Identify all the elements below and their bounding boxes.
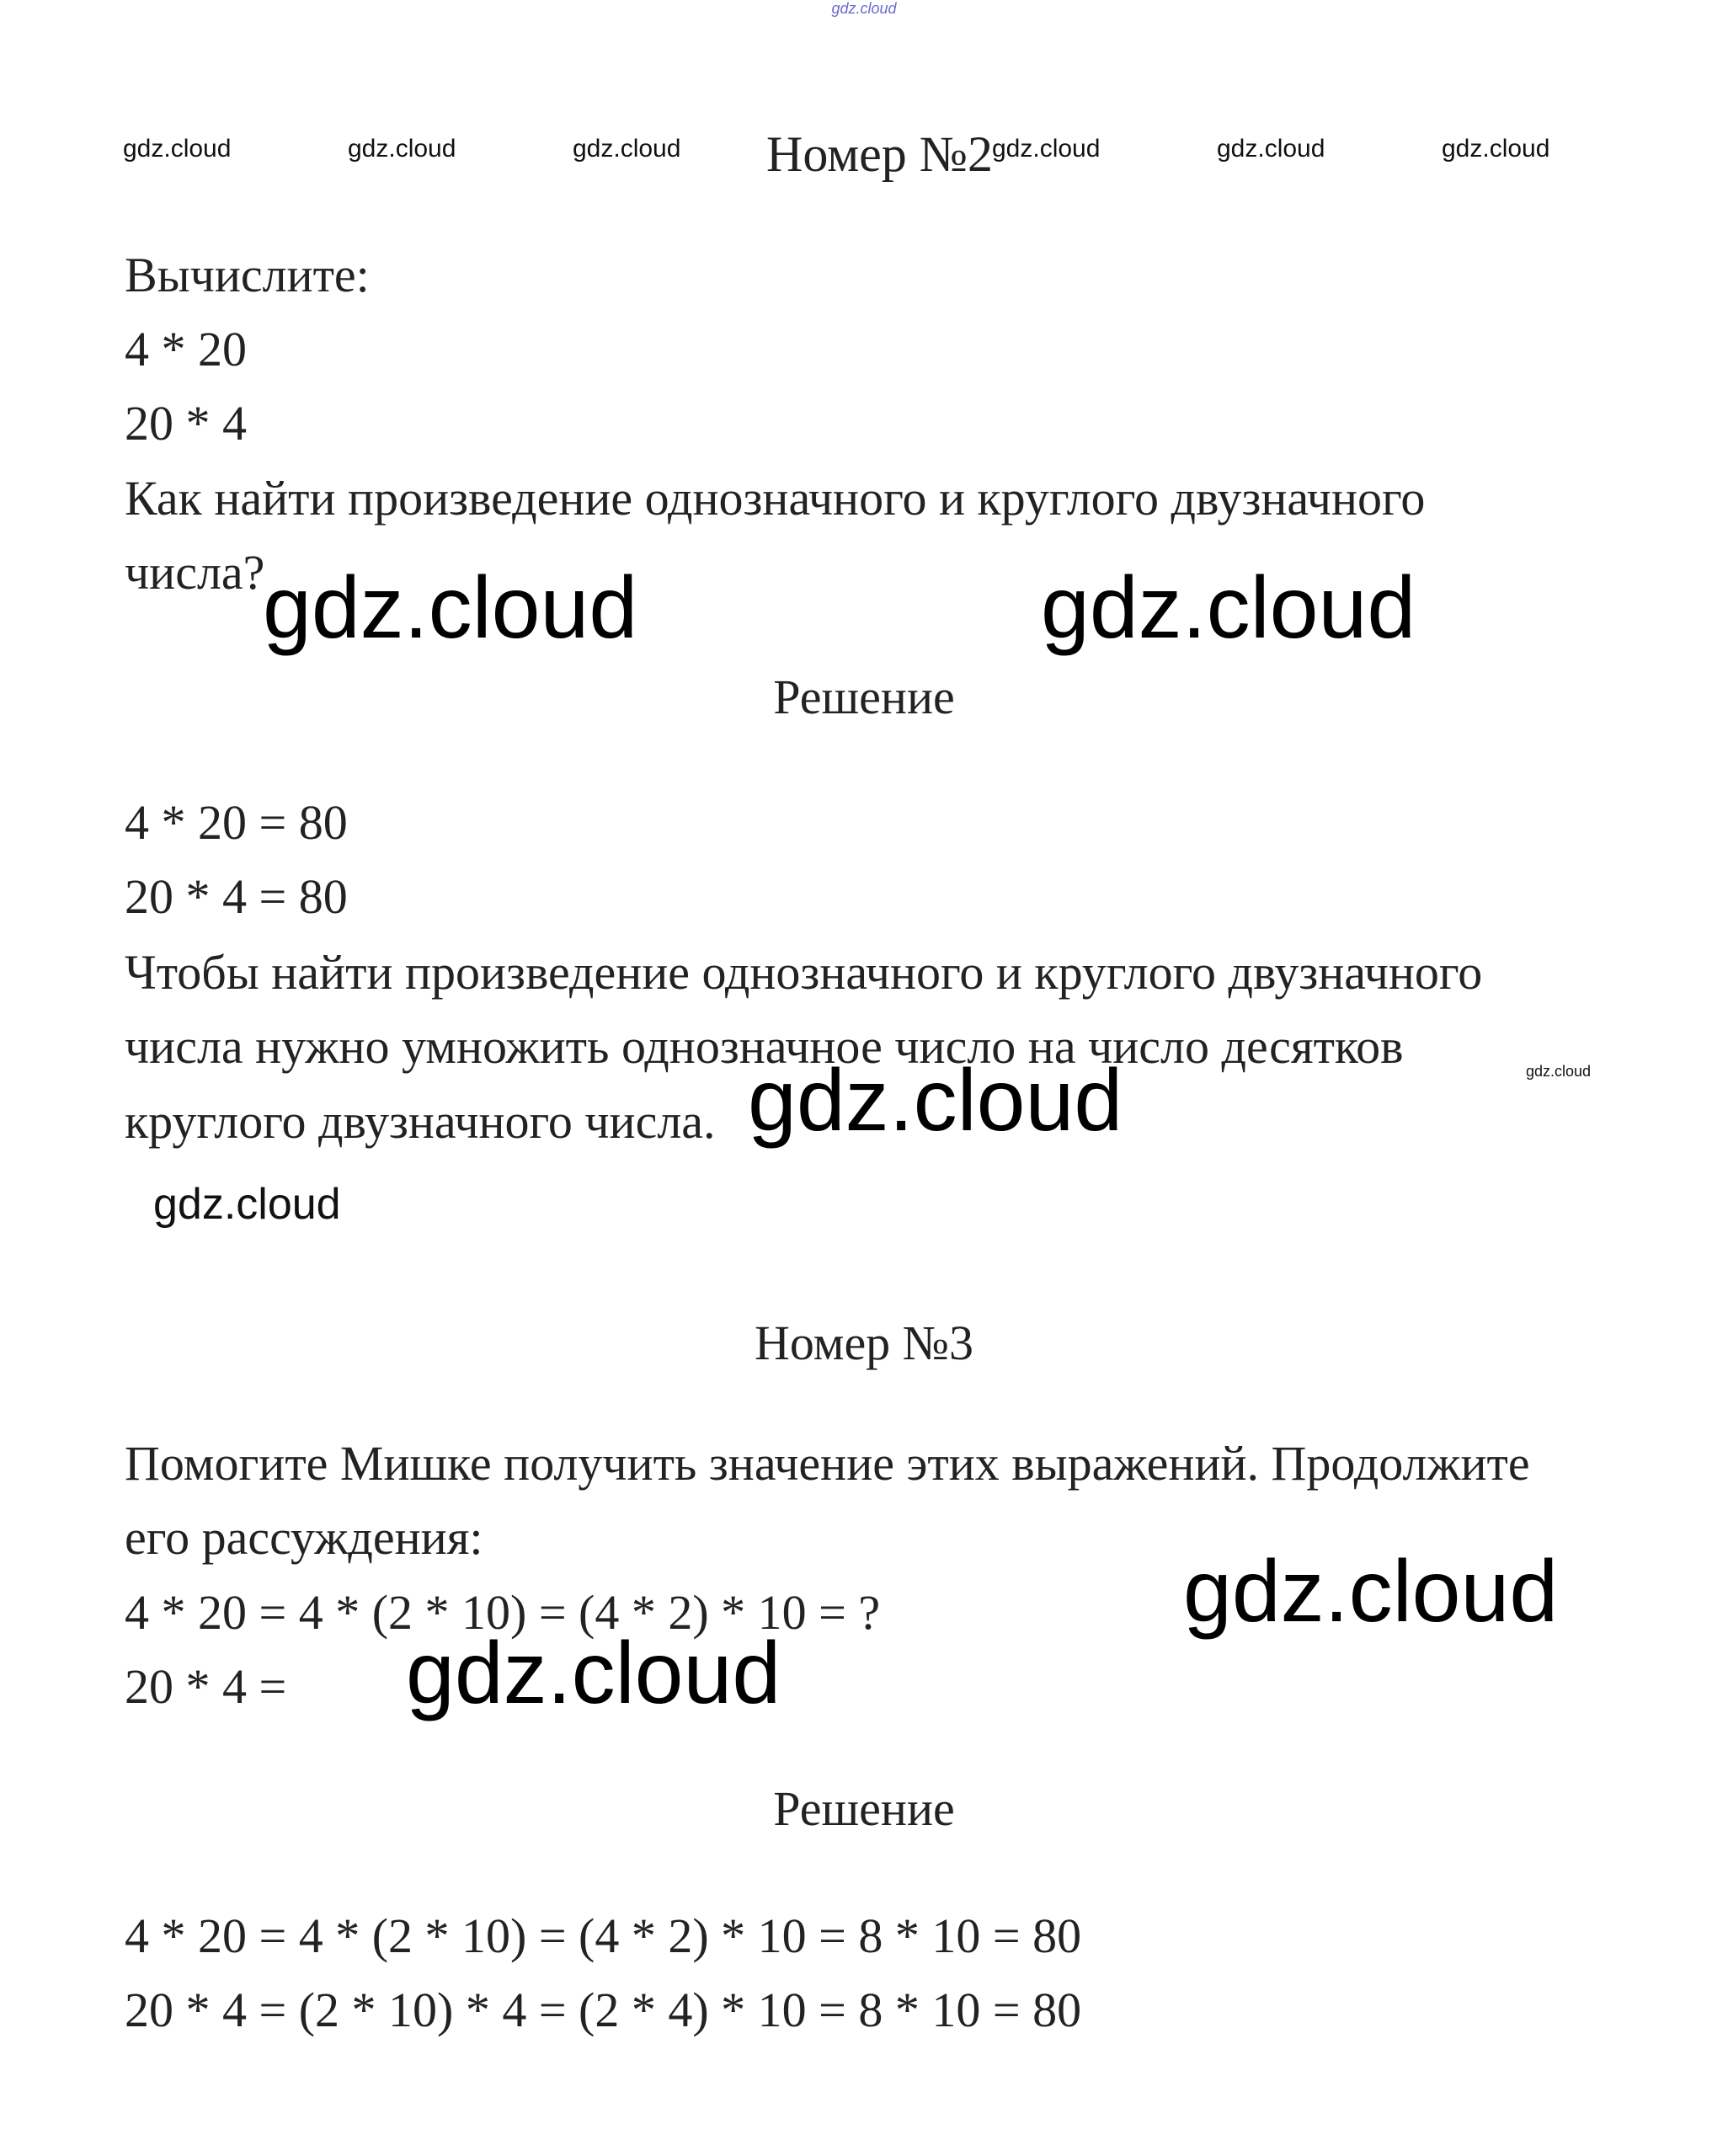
task2-explanation-line-3: круглого двузначного числа.	[125, 1094, 716, 1149]
task2-explanation-line-2: числа нужно умножить однозначное число на число десятков	[125, 1019, 1404, 1074]
task2-title: Номер №2	[766, 126, 994, 182]
watermark-large-4: gdz.cloud	[1183, 1543, 1559, 1641]
task3-expression-1: 4 * 20 = 4 * (2 * 10) = (4 * 2) * 10 = ?	[125, 1585, 881, 1640]
task3-prompt-line-1: Помогите Мишке получить значение этих выражений. Продолжите	[125, 1436, 1530, 1491]
watermark-large-1: gdz.cloud	[263, 559, 638, 657]
task3-answer-1: 4 * 20 = 4 * (2 * 10) = (4 * 2) * 10 = 8 * 10 = 80	[125, 1908, 1082, 1963]
watermark-row-6: gdz.cloud	[1442, 135, 1550, 163]
task2-question-line-2: числа?	[125, 545, 265, 600]
watermark-row-4: gdz.cloud	[992, 135, 1101, 163]
task3-solution-heading: Решение	[773, 1781, 955, 1836]
watermark-tiny: gdz.cloud	[1526, 1063, 1592, 1080]
task3-prompt-line-2: его рассуждения:	[125, 1510, 483, 1565]
top-watermark: gdz.cloud	[831, 0, 897, 17]
task2-answer-2: 20 * 4 = 80	[125, 869, 348, 924]
task3-expression-2: 20 * 4 =	[125, 1659, 287, 1714]
watermark-row-5: gdz.cloud	[1217, 135, 1325, 163]
task2-answer-1: 4 * 20 = 80	[125, 795, 348, 850]
task2-expression-1: 4 * 20	[125, 322, 247, 376]
task2-solution-heading: Решение	[773, 670, 955, 724]
watermark-large-3: gdz.cloud	[748, 1052, 1123, 1150]
task2-question-line-1: Как найти произведение однозначного и круглого двузначного	[125, 471, 1426, 526]
watermark-large-2: gdz.cloud	[1041, 559, 1416, 657]
watermark-row-1: gdz.cloud	[123, 135, 232, 163]
task2-expression-2: 20 * 4	[125, 396, 247, 451]
task2-prompt: Вычислите:	[125, 248, 370, 302]
task3-answer-2: 20 * 4 = (2 * 10) * 4 = (2 * 4) * 10 = 8 * 10 = 80	[125, 1983, 1082, 2037]
watermark-large-5: gdz.cloud	[406, 1625, 781, 1722]
watermark-medium: gdz.cloud	[153, 1180, 341, 1229]
task2-explanation-line-1: Чтобы найти произведение однозначного и круглого двузначного	[125, 945, 1483, 1000]
watermark-row-3: gdz.cloud	[573, 135, 681, 163]
watermark-row-2: gdz.cloud	[348, 135, 456, 163]
task3-title: Номер №3	[754, 1315, 974, 1370]
